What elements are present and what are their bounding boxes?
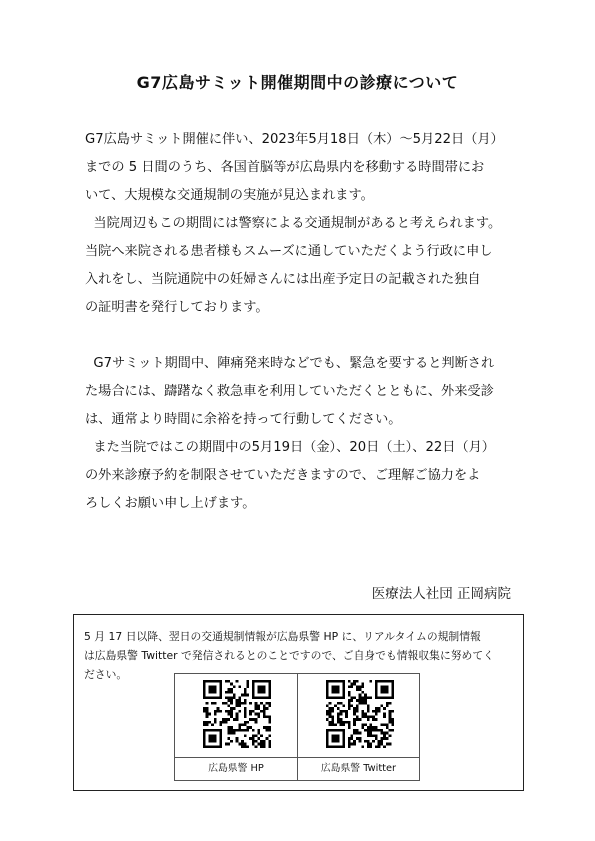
traffic-info-box: [73, 614, 524, 791]
body-line: 当院周辺もこの期間には警察による交通規制があると考えられます。: [85, 216, 502, 231]
body-line: の外来診療予約を制限させていただきますので、ご理解ご協力をよ: [85, 468, 481, 483]
body-line: また当院ではこの期間中の5月19日（金）、20日（土）、22日（月）: [85, 440, 495, 455]
qr-caption: 広島県警 HP: [175, 757, 297, 780]
qr-code-icon[interactable]: [203, 680, 271, 748]
body-line: G7サミット期間中、陣痛発来時などでも、緊急を要すると判断され: [85, 356, 495, 371]
body-line: 入れをし、当院通院中の妊婦さんには出産予定日の記載された独自: [85, 272, 481, 287]
body-line: いて、大規模な交通規制の実施が見込まれます。: [85, 188, 374, 203]
body-line: までの 5 日間のうち、各国首脳等が広島県内を移動する時間帯にお: [85, 160, 485, 175]
qr-cell-police-twitter: [297, 674, 419, 780]
body-line: た場合には、躊躇なく救急車を利用していただくとともに、外来受診: [85, 384, 494, 399]
page-title: G7広島サミット開催期間中の診療について: [136, 73, 459, 92]
qr-cell-police-hp: [175, 674, 297, 780]
paragraph-gap: [85, 322, 525, 350]
body-line: の証明書を発行しております。: [85, 300, 269, 315]
notice-body: [85, 126, 525, 518]
qr-code-icon[interactable]: [326, 680, 394, 748]
body-line: ろしくお願い申し上げます。: [85, 496, 256, 511]
qr-caption: 広島県警 Twitter: [298, 757, 419, 780]
body-line: 当院へ来院される患者様もスムーズに通していただくよう行政に申し: [85, 244, 493, 259]
body-line: は、通常より時間に余裕を持って行動してください。: [85, 412, 402, 427]
notice-line: 5 月 17 日以降、翌日の交通規制情報が広島県警 HP に、リアルタイムの規制情報: [84, 630, 481, 643]
notice-line: は広島県警 Twitter で発信されるとのことですので、ご自身でも情報収集に努めてく: [84, 649, 494, 662]
body-line: G7広島サミット開催に伴い、2023年5月18日（木）～5月22日（月）: [85, 132, 504, 147]
qr-code-table: [174, 673, 420, 781]
notice-line: ださい。: [84, 668, 128, 681]
hospital-signature: 医療法人社団 正岡病院: [371, 586, 511, 602]
